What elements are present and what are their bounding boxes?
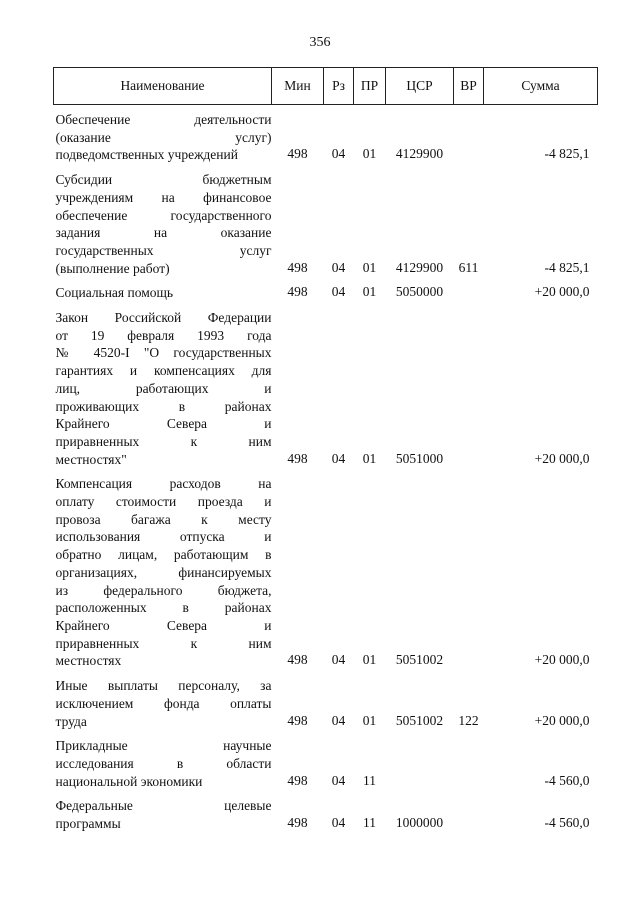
row-pr: 11 bbox=[363, 815, 376, 831]
row-rz: 04 bbox=[331, 259, 346, 275]
row-sum: -4 825,1 bbox=[544, 146, 590, 162]
row-vr bbox=[454, 105, 484, 166]
table-header-row bbox=[54, 68, 598, 105]
header-pr: ПР bbox=[354, 68, 386, 105]
row-min: 498 bbox=[287, 259, 308, 275]
row-rz: 04 bbox=[331, 712, 346, 728]
row-name-line: гарантиях и компенсациях для bbox=[55, 363, 272, 379]
row-name-line: Федеральные целевые bbox=[55, 798, 272, 814]
table-row bbox=[54, 165, 598, 278]
row-name-line: Прикладные научные bbox=[55, 738, 272, 754]
row-name-line: провоза багажа к месту bbox=[55, 511, 272, 527]
row-name-line: Обеспечение деятельности bbox=[55, 112, 272, 127]
row-name bbox=[54, 165, 272, 278]
row-name-line: лиц, работающих и bbox=[55, 380, 272, 396]
row-csr: 5050000 bbox=[395, 284, 444, 300]
row-vr: 611 bbox=[458, 259, 479, 275]
table-row bbox=[54, 731, 598, 791]
row-name-line: программы bbox=[55, 816, 121, 832]
row-csr: 5051002 bbox=[395, 712, 444, 728]
row-sum: +20 000,0 bbox=[534, 284, 590, 300]
row-name-line: учреждениям на финансовое bbox=[55, 189, 272, 205]
header-vr: ВР bbox=[454, 68, 484, 105]
header-name: Наименование bbox=[54, 68, 272, 105]
row-vr bbox=[454, 731, 484, 791]
row-vr bbox=[454, 469, 484, 671]
row-name-line: местностях bbox=[55, 653, 122, 669]
row-name-line: исследования в области bbox=[55, 755, 272, 771]
row-name-line: государственных услуг bbox=[55, 242, 272, 258]
row-pr: 01 bbox=[362, 652, 377, 668]
row-name-line: приравненных к ним bbox=[55, 635, 272, 651]
row-name-line: Крайнего Севера и bbox=[55, 617, 272, 633]
row-sum: +20 000,0 bbox=[534, 450, 590, 466]
row-min: 498 bbox=[287, 284, 308, 300]
row-name-line: организациях, финансируемых bbox=[55, 564, 272, 580]
row-sum: +20 000,0 bbox=[534, 652, 590, 668]
table-row bbox=[54, 105, 598, 166]
row-name-line: подведомственных учреждений bbox=[55, 147, 238, 163]
page-number: 356 bbox=[309, 35, 331, 50]
table-row bbox=[54, 278, 598, 303]
row-csr bbox=[386, 731, 454, 791]
row-vr bbox=[454, 791, 484, 833]
row-rz: 04 bbox=[331, 284, 346, 300]
row-name bbox=[54, 105, 272, 166]
row-sum: -4 825,1 bbox=[544, 259, 590, 275]
row-name-line: использования отпуска и bbox=[55, 529, 272, 545]
budget-table bbox=[53, 67, 598, 834]
row-name-line: Крайнего Севера и bbox=[55, 416, 272, 432]
row-name-line: приравненных к ним bbox=[55, 433, 272, 449]
row-min: 498 bbox=[287, 450, 308, 466]
row-name bbox=[54, 278, 272, 303]
row-name-line: исключением фонда оплаты bbox=[55, 695, 272, 711]
header-sum: Сумма bbox=[484, 68, 598, 105]
row-name bbox=[54, 731, 272, 791]
row-name-line: проживающих в районах bbox=[55, 398, 272, 414]
row-name-line: № 4520-I "О государственных bbox=[55, 345, 272, 361]
header-csr: ЦСР bbox=[386, 68, 454, 105]
row-name-line: Закон Российской Федерации bbox=[55, 310, 272, 326]
row-min: 498 bbox=[287, 772, 308, 788]
row-min: 498 bbox=[287, 652, 308, 668]
row-pr: 01 bbox=[362, 146, 377, 162]
row-name-line: оплату стоимости проезда и bbox=[55, 494, 272, 510]
row-name-line: задания на оказание bbox=[55, 225, 272, 241]
row-pr: 01 bbox=[362, 712, 377, 728]
row-name-line: Иные выплаты персоналу, за bbox=[55, 678, 272, 694]
row-name-line: Компенсация расходов на bbox=[55, 476, 272, 492]
row-vr bbox=[454, 303, 484, 469]
row-name-line: национальной экономики bbox=[55, 773, 203, 789]
header-rz: Рз bbox=[324, 68, 354, 105]
row-name-line: из федерального бюджета, bbox=[55, 582, 272, 598]
table-body bbox=[54, 105, 598, 834]
row-sum: +20 000,0 bbox=[534, 712, 590, 728]
row-name-line: от 19 февраля 1993 года bbox=[55, 327, 272, 343]
row-pr: 01 bbox=[362, 259, 377, 275]
row-min: 498 bbox=[287, 146, 308, 162]
row-pr: 01 bbox=[362, 284, 377, 300]
row-name-line: обратно лицам, работающим в bbox=[55, 547, 272, 563]
row-name-line: труда bbox=[55, 713, 87, 729]
row-csr: 5051000 bbox=[395, 450, 444, 466]
row-name-line: Социальная помощь bbox=[55, 285, 174, 301]
row-name bbox=[54, 303, 272, 469]
row-rz: 04 bbox=[331, 146, 346, 162]
row-csr: 4129900 bbox=[395, 259, 444, 275]
row-name-line: расположенных в районах bbox=[55, 600, 272, 616]
row-vr bbox=[454, 278, 484, 303]
row-name-line: (оказание услуг) bbox=[55, 129, 272, 145]
row-csr: 1000000 bbox=[395, 815, 444, 831]
table-row bbox=[54, 303, 598, 469]
table-row bbox=[54, 469, 598, 671]
row-name-line: (выполнение работ) bbox=[55, 260, 170, 276]
row-name bbox=[54, 791, 272, 833]
row-vr: 122 bbox=[458, 712, 479, 728]
row-rz: 04 bbox=[331, 815, 346, 831]
row-csr: 4129900 bbox=[395, 146, 444, 162]
header-min: Мин bbox=[272, 68, 324, 105]
table-row bbox=[54, 791, 598, 833]
row-name bbox=[54, 671, 272, 731]
row-name-line: Субсидии бюджетным bbox=[55, 172, 272, 188]
row-pr: 01 bbox=[362, 450, 377, 466]
row-csr: 5051002 bbox=[395, 652, 444, 668]
row-name-line: обеспечение государственного bbox=[55, 207, 272, 223]
table-row bbox=[54, 671, 598, 731]
row-rz: 04 bbox=[331, 652, 346, 668]
row-min: 498 bbox=[287, 712, 308, 728]
row-sum: -4 560,0 bbox=[544, 772, 590, 788]
row-min: 498 bbox=[287, 815, 308, 831]
row-rz: 04 bbox=[331, 772, 346, 788]
row-sum: -4 560,0 bbox=[544, 815, 590, 831]
row-rz: 04 bbox=[331, 450, 346, 466]
row-name-line: местностях" bbox=[55, 451, 127, 467]
row-pr: 11 bbox=[363, 772, 376, 788]
row-name bbox=[54, 469, 272, 671]
